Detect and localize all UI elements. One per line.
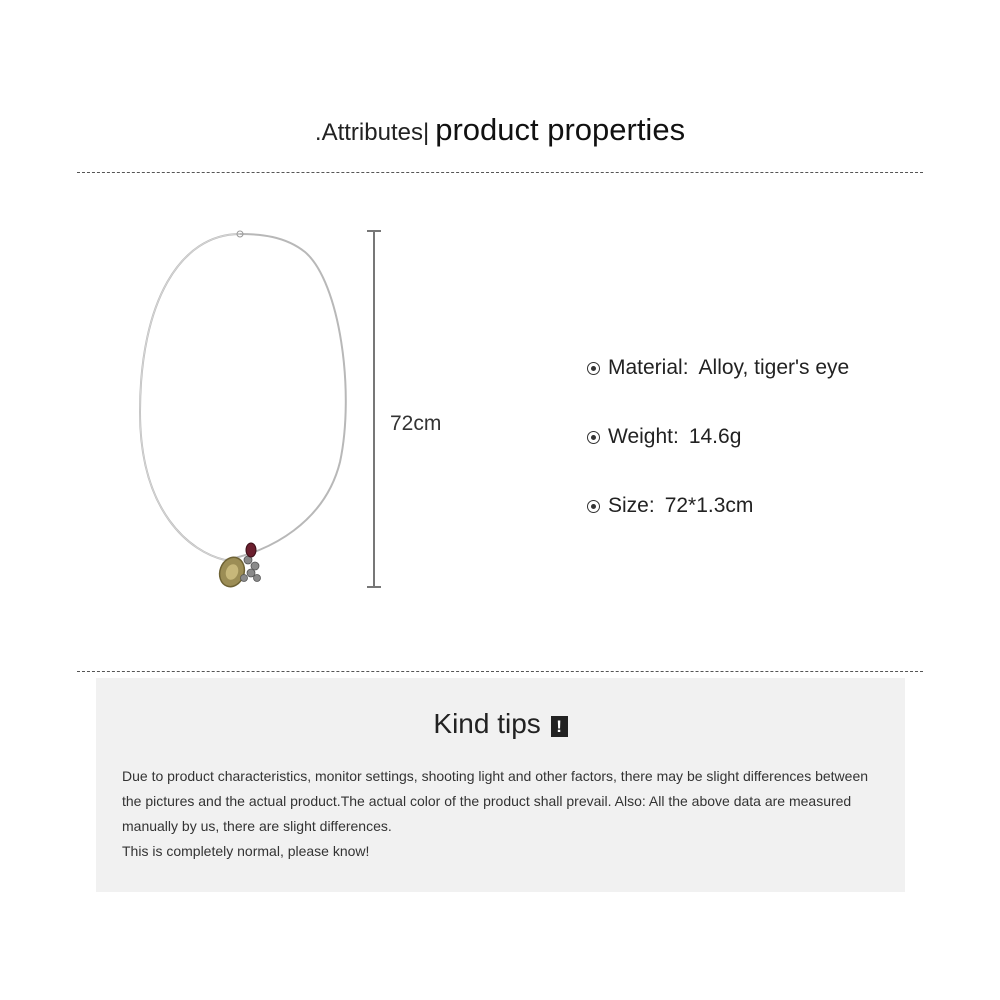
- attribute-label: Size:: [608, 494, 655, 517]
- attribute-size: [587, 494, 753, 518]
- kind-tips-title: Kind tips: [433, 708, 541, 739]
- attributes-label: .Attributes: [314, 119, 423, 146]
- bottom-divider: [77, 671, 923, 672]
- length-indicator-line: [373, 231, 375, 588]
- kind-tips-heading: [96, 708, 905, 740]
- kind-tips-panel: [96, 678, 905, 892]
- necklace-image: [120, 222, 400, 602]
- attribute-material: [587, 356, 849, 380]
- attribute-label: Weight:: [608, 425, 679, 448]
- attribute-value: 14.6g: [688, 425, 742, 448]
- bullet-icon: [587, 431, 600, 444]
- section-header: [0, 112, 1000, 148]
- page-title: product properties: [435, 112, 686, 147]
- length-indicator-cap-bottom: [367, 586, 381, 588]
- attribute-value: Alloy, tiger's eye: [698, 356, 850, 379]
- attribute-label: Material:: [608, 356, 689, 379]
- attribute-weight: [587, 425, 741, 449]
- attribute-value: 72*1.3cm: [664, 494, 754, 517]
- length-label: 72cm: [390, 412, 442, 435]
- length-indicator-cap-top: [367, 230, 381, 232]
- bullet-icon: [587, 362, 600, 375]
- kind-tips-closing: This is completely normal, please know!: [122, 843, 370, 859]
- header-separator: |: [422, 119, 430, 146]
- exclamation-icon: !: [551, 716, 568, 737]
- bullet-icon: [587, 500, 600, 513]
- kind-tips-paragraph: Due to product characteristics, monitor settings, shooting light and other factors, there may be slight differences between the pictures and the actual product.The actual color of the product shall prevail. Also: All the above data are measured manually by us, there are slight differences.: [122, 768, 869, 834]
- kind-tips-body: [122, 764, 887, 864]
- top-divider: [77, 172, 923, 173]
